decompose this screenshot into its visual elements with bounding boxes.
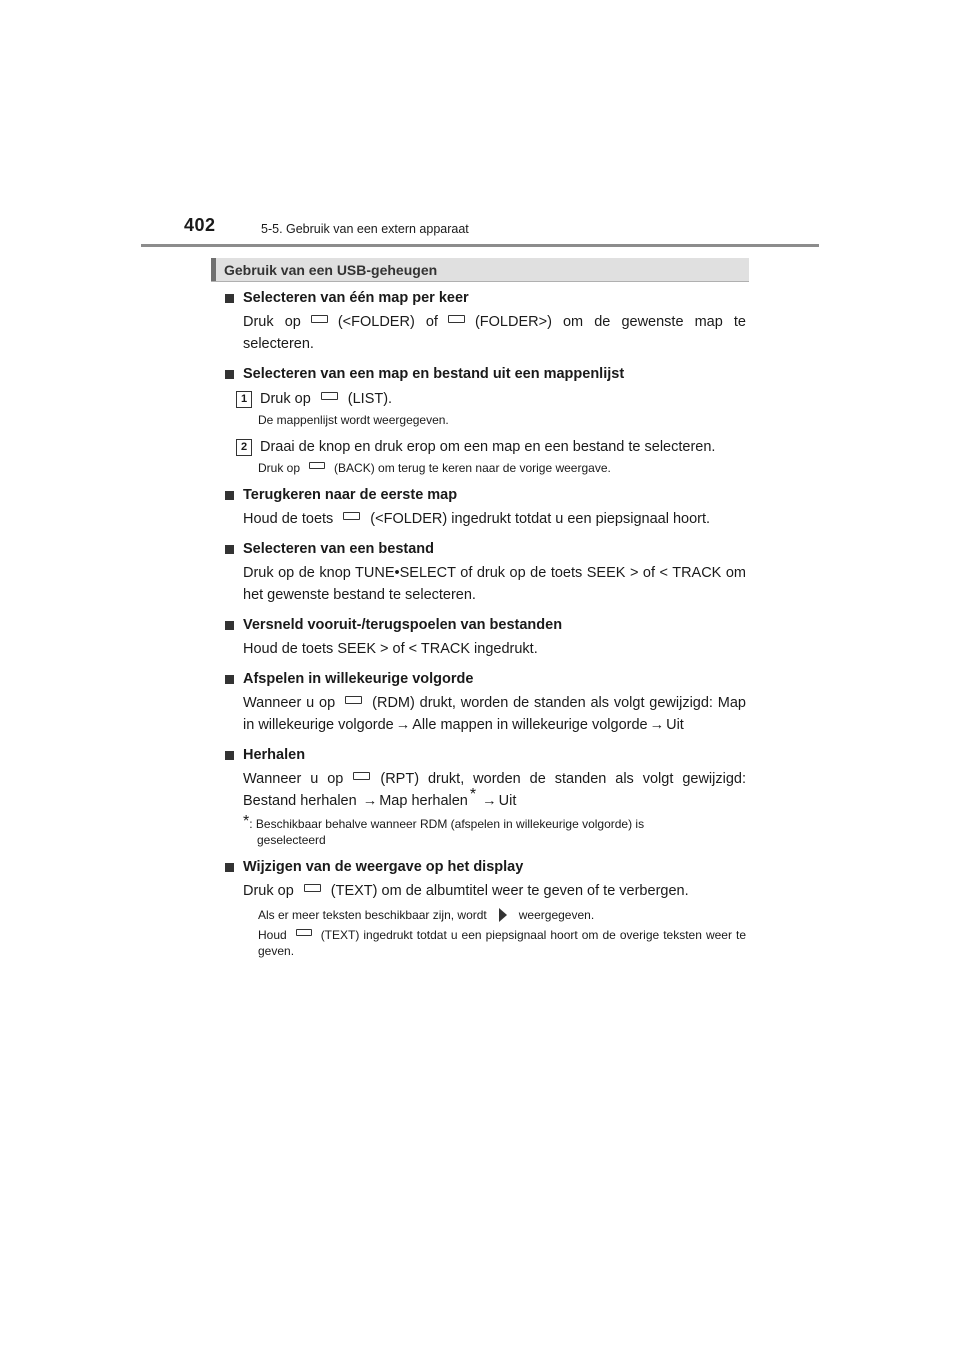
step-1: 1 Druk op (LIST). xyxy=(224,388,746,410)
item-text: Druk op de knop TUNE•SELECT of druk op de toets SEEK > of < TRACK om het gewenste bestand te selecteren. xyxy=(243,565,746,603)
item-note: Houd (TEXT) ingedrukt totdat u een piepsignaal hoort om de overige teksten weer te geven. xyxy=(258,928,746,958)
arrow-symbol: → xyxy=(482,793,497,809)
button-icon xyxy=(311,315,328,323)
list-item xyxy=(224,364,746,476)
step-2: 2 Draai de knop en druk erop om een map en een bestand te selecteren. xyxy=(224,436,746,458)
button-icon xyxy=(448,315,465,323)
button-icon xyxy=(321,392,338,400)
item-title: Terugkeren naar de eerste map xyxy=(224,485,746,506)
step-note: De mappenlijst wordt weergegeven. xyxy=(258,413,449,427)
page-number: 402 xyxy=(184,215,216,235)
item-title: Afspelen in willekeurige volgorde xyxy=(224,669,746,690)
list-item xyxy=(224,288,746,355)
list-item xyxy=(224,669,746,736)
arrow-symbol: → xyxy=(362,793,378,809)
step-number-badge: 2 xyxy=(236,439,252,456)
item-title: Selecteren van één map per keer xyxy=(224,288,746,309)
more-text-arrow-icon xyxy=(499,908,507,922)
item-text: Druk op (TEXT) om de albumtitel weer te geven of te verbergen. xyxy=(243,883,689,899)
button-icon xyxy=(345,696,362,704)
arrow-symbol: → xyxy=(395,717,411,733)
item-title: Wijzigen van de weergave op het display xyxy=(224,857,746,878)
button-icon xyxy=(304,884,321,892)
item-text: Druk op (<FOLDER) of (FOLDER>) om de gewenste map te selecteren. xyxy=(243,314,746,352)
button-icon xyxy=(309,462,325,469)
list-item xyxy=(224,857,746,959)
section-title: 5-5. Gebruik van een extern apparaat xyxy=(261,222,469,236)
item-title: Versneld vooruit-/terugspoelen van bestanden xyxy=(224,615,746,636)
heading-accent xyxy=(211,258,216,281)
item-title: Selecteren van een bestand xyxy=(224,539,746,560)
item-title: Herhalen xyxy=(224,745,746,766)
item-text: Houd de toets (<FOLDER) ingedrukt totdat u een piepsignaal hoort. xyxy=(243,511,711,527)
item-title: Selecteren van een map en bestand uit een mappenlijst xyxy=(224,364,746,385)
list-item xyxy=(224,745,746,812)
section-heading: Gebruik van een USB-geheugen xyxy=(224,262,438,278)
header-rule xyxy=(141,244,819,247)
list-item xyxy=(224,539,746,606)
list-item xyxy=(224,615,746,660)
button-icon xyxy=(353,772,370,780)
item-text: Houd de toets SEEK > of < TRACK ingedrukt. xyxy=(243,641,538,657)
footnote-marker: * xyxy=(469,786,477,803)
item-text: Wanneer u op (RDM) drukt, worden de standen als volgt gewijzigd: Map in willekeurige volgorde → Alle mappen in willekeurige volgorde → Uit xyxy=(243,695,746,733)
button-icon xyxy=(343,512,360,520)
list-item xyxy=(224,485,746,530)
step-note: Druk op (BACK) om terug te keren naar de vorige weergave. xyxy=(258,461,611,475)
step-number-badge: 1 xyxy=(236,391,252,408)
arrow-symbol: → xyxy=(649,717,665,733)
item-note: Als er meer teksten beschikbaar zijn, wordt weergegeven. xyxy=(258,908,595,922)
footnote-star: * xyxy=(243,813,250,830)
content xyxy=(224,288,746,968)
button-icon xyxy=(296,929,312,936)
footnote: *: Beschikbaar behalve wanneer RDM (afspelen in willekeurige volgorde) is geselecteerd xyxy=(243,813,645,847)
item-text: Wanneer u op (RPT) drukt, worden de standen als volgt gewijzigd: Bestand herhalen → Map herhalen * → Uit xyxy=(243,771,746,809)
section-heading-bar xyxy=(211,258,749,282)
